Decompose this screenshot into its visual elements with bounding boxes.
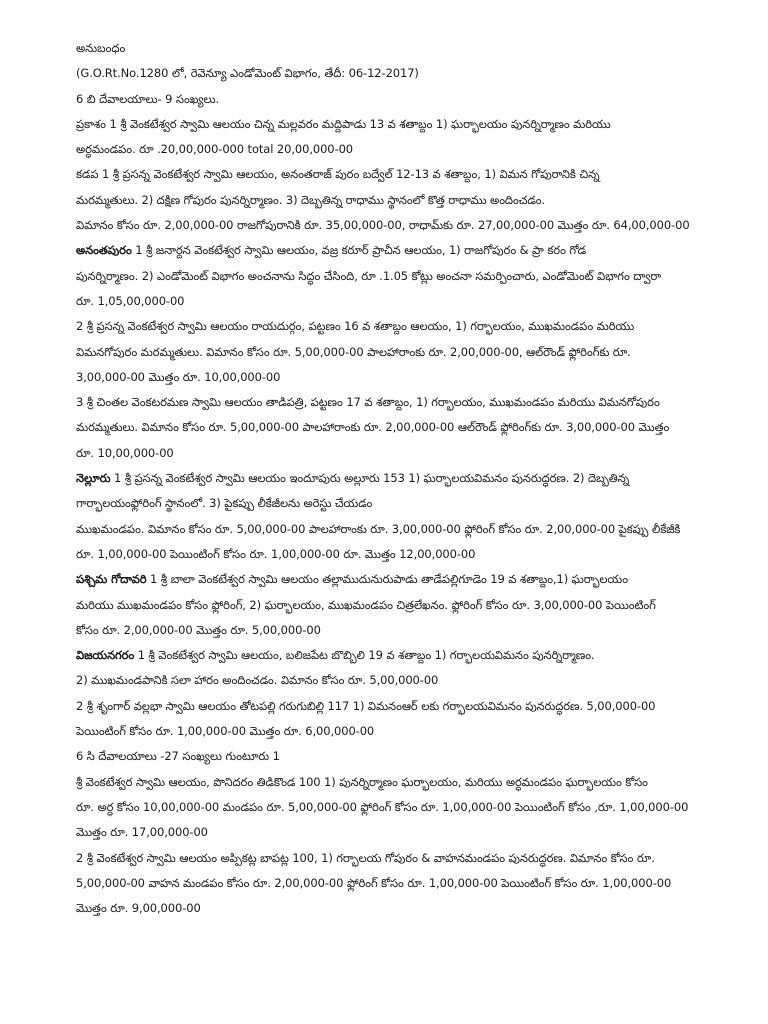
text-line xyxy=(76,491,696,516)
line-text: (G.O.Rt.No.1280 లో, రెవెన్యూ ఎండోమెంట్ విభాగం, తేదీ: 06-12-2017) xyxy=(76,66,419,81)
document-paragraph xyxy=(76,162,696,238)
document-page xyxy=(76,36,696,921)
document-paragraph xyxy=(76,314,696,390)
line-text: ముఖమండపం. విమానం కోసం రూ. 5,00,000-00 పాలహారాంకు రూ. 3,00,000-00 ఫ్లోరింగ్ కోసం రూ. 2,00,000-00 పైకప్పు లీకేజీకి xyxy=(76,521,681,536)
line-text: గార్భాలయంఫ్లోరింగ్ స్థానంలో. 3) పైకప్పు లీకేజీలను అరెస్టు చేయడం xyxy=(76,496,373,511)
district-heading: అనంతపురం xyxy=(76,243,132,258)
line-text: 1 శ్రీ ప్రసన్న వెంకటేశ్వర స్వామి ఆలయం ఇందూపురు అల్లూరు 153 1) ఘర్భాలయవిమనం పునరుద్ధరణ. 2) దెబ్బతిన్న xyxy=(110,471,630,486)
text-line xyxy=(76,871,696,896)
line-text: రూ. అర్ధ కోసం 10,00,000-00 మండపం రూ. 5,00,000-00 ఫ్లోరింగ్ కోసం రూ. 1,00,000-00 పెయింటింగ్ కోసం ,రూ. 1,00,000-00 xyxy=(76,799,689,814)
text-line xyxy=(76,238,696,263)
line-text: రూ. 1,05,00,000-00 xyxy=(76,293,185,308)
text-line xyxy=(76,744,696,769)
text-line xyxy=(76,61,696,86)
document-paragraph xyxy=(76,770,696,846)
text-line xyxy=(76,112,696,137)
line-text: రూ. 10,00,000-00 xyxy=(76,445,174,460)
line-text: 3,00,000-00 మొత్తం రూ. 10,00,000-00 xyxy=(76,369,281,384)
line-text: 3 శ్రీ చింతల వెంకటరమణ స్వామి ఆలయం తాడిపత్రి, పట్టణం 17 వ శతాబ్దం, 1) గర్భాలయం, ముఖమండపం మరియు విమనగోపురం xyxy=(76,395,660,410)
document-paragraph xyxy=(76,643,696,694)
text-line xyxy=(76,188,696,213)
line-text: 1 శ్రీ వెంకటేశ్వర స్వామి ఆలయం, బలిజపేట బొబ్బిలి 19 వ శతాబ్దం 1) గర్భాలయవిమనం పునర్నిర్మాణం. xyxy=(134,648,595,663)
document-paragraph xyxy=(76,466,696,517)
text-line xyxy=(76,593,696,618)
text-line xyxy=(76,87,696,112)
text-line xyxy=(76,365,696,390)
line-text: మరమ్మతులు. విమానం కోసం రూ. 5,00,000-00 పాలహారాంకు రూ. 2,00,000-00 ఆల్‌రౌండ్ ఫ్లోరింగ్‌కు రూ. 3,00,000-00 మొత్తం xyxy=(76,420,670,435)
document-paragraph xyxy=(76,112,696,163)
text-line xyxy=(76,36,696,61)
text-line xyxy=(76,415,696,440)
document-paragraph xyxy=(76,744,696,769)
document-paragraph xyxy=(76,390,696,466)
line-text: శ్రీ వెంకటేశ్వర స్వామి ఆలయం, పొనిదరం తిడికొండ 100 1) పునర్నిర్మాణం ఘర్భాలయం, మరియు అర్ధమండపం ఘర్భాలయం కోసం xyxy=(76,774,648,789)
text-line xyxy=(76,314,696,339)
district-heading: విజయనగరం xyxy=(76,648,135,663)
district-heading: పశ్చిమ గోదావరి xyxy=(76,572,147,587)
text-line xyxy=(76,820,696,845)
line-text: 6 బి దేవాలయాలు- 9 సంఖ్యలు. xyxy=(76,91,220,106)
text-line xyxy=(76,694,696,719)
document-paragraph xyxy=(76,694,696,745)
district-heading: నెల్లూరు xyxy=(76,471,111,486)
document-paragraph xyxy=(76,846,696,922)
text-line xyxy=(76,896,696,921)
text-line xyxy=(76,162,696,187)
text-line xyxy=(76,390,696,415)
line-text: మొత్తం రూ. 17,00,000-00 xyxy=(76,825,208,840)
line-text: మరియు ముఖమండపం కోసం ఫ్లోరింగ్, 2) ఘర్భాలయం, ముఖమండపం చిత్రలేఖనం. ఫ్లోరింగ్ కోసం రూ. 3,00,000-00 పెయింటింగ్ xyxy=(76,597,656,612)
line-text: 2 శ్రీ వెంకటేశ్వర స్వామి ఆలయం అప్పికట్ల బాపట్ల 100, 1) గర్భాలయ గోపురం & వాహనమండపం పునరుద్ధరణ. విమానం కోసం రూ. xyxy=(76,850,655,865)
line-text: మరమ్మతులు. 2) దక్షిణ గోపురం పునర్నిర్మాణం. 3) దెబ్బతిన్న రాధాము స్థానంలో కొత్త రాధాము అందించడం. xyxy=(76,192,546,207)
line-text: 2 శ్రీ శృంగార్ వల్లభా స్వామి ఆలయం తోటపల్లి గరుగుబిల్లి 117 1) విమనంఆర్ లకు గర్భాలయవిమనం పునరుద్ధరణ. 5,00,000-00 xyxy=(76,698,656,713)
text-line xyxy=(76,466,696,491)
document-paragraph xyxy=(76,517,696,568)
text-line xyxy=(76,542,696,567)
text-line xyxy=(76,264,696,289)
line-text: పునర్నిర్మాణం. 2) ఎండోమెంట్ విభాగం అంచనాను సిద్ధం చేసింది, రూ .1.05 కోట్లు అంచనా సమర్పించారు, ఎండోమెంట్ విభాగం ద్వారా xyxy=(76,268,662,283)
document-paragraph xyxy=(76,36,696,112)
line-text: 1 శ్రీ జనార్దన వెంకటేశ్వర స్వామి ఆలయం, వజ్ర కరూర్ ప్రాచీన ఆలయం, 1) రాజగోపురం & ప్రా కరం గోడ xyxy=(131,243,587,258)
text-line xyxy=(76,846,696,871)
line-text: అర్ధమండపం. రూ .20,00,000-000 total 20,00,000-00 xyxy=(76,142,354,157)
document-paragraph xyxy=(76,238,696,314)
line-text: పెయింటింగ్ కోసం రూ. 1,00,000-00 మొత్తం రూ. 6,00,000-00 xyxy=(76,724,375,739)
text-line xyxy=(76,289,696,314)
line-text: మొత్తం రూ. 9,00,000-00 xyxy=(76,901,201,916)
line-text: ప్రకాశం 1 శ్రీ వెంకటేశ్వర స్వామి ఆలయం చిన్న మల్లవరం మద్దిపాడు 13 వ శతాబ్దం 1) ఘర్భాలయం పునర్నిర్మాణం మరియు xyxy=(76,116,611,131)
text-line xyxy=(76,517,696,542)
line-text: 6 సి దేవాలయాలు -27 సంఖ్యలు గుంటూరు 1 xyxy=(76,749,280,764)
text-line xyxy=(76,795,696,820)
line-text: రూ. 1,00,000-00 పెయింటింగ్ కోసం రూ. 1,00,000-00 రూ. మొత్తం 12,00,000-00 xyxy=(76,546,476,561)
line-text: 5,00,000-00 వాహన మండపం కోసం రూ. 2,00,000-00 ఫ్లోరింగ్ కోసం రూ. 1,00,000-00 పెయింటింగ్ కోసం రూ. 1,00,000-00 xyxy=(76,875,672,890)
document-paragraph xyxy=(76,567,696,643)
text-line xyxy=(76,213,696,238)
text-line xyxy=(76,137,696,162)
text-line xyxy=(76,441,696,466)
line-text: అనుబంధం xyxy=(76,41,126,55)
text-line xyxy=(76,719,696,744)
line-text: కోసం రూ. 2,00,000-00 మొత్తం రూ. 5,00,000-00 xyxy=(76,622,321,637)
text-line xyxy=(76,618,696,643)
line-text: 1 శ్రీ బాలా వెంకటేశ్వర స్వామి ఆలయం తల్లాముదునురుపాడు తాడేపల్లిగూడెం 19 వ శతాబ్దం,1) ఘర్భాలయం xyxy=(146,572,628,587)
line-text: కడప 1 శ్రీ ప్రసన్న వెంకటేశ్వర స్వామి ఆలయం, అనంతరాజ్ పురం బద్వేల్ 12-13 వ శతాబ్దం, 1) విమన గోపురానికి చిన్న xyxy=(76,167,600,182)
line-text: 2 శ్రీ ప్రసన్న వెంకటేశ్వర స్వామి ఆలయం రాయదుర్గం, పట్టణం 16 వ శతాబ్దం ఆలయం, 1) గర్భాలయం, ముఖమండపం మరియు xyxy=(76,319,635,334)
line-text: 2) ముఖమండపానికి సలా హారం అందించడం. విమానం కోసం రూ. 5,00,000-00 xyxy=(76,673,439,688)
text-line xyxy=(76,643,696,668)
text-line xyxy=(76,567,696,592)
text-line xyxy=(76,668,696,693)
line-text: విమానం కోసం రూ. 2,00,000-00 రాజగోపురానికి రూ. 35,00,000-00, రాధామ్‌కు రూ. 27,00,000-00 మొత్తం రూ. 64,00,000-00 xyxy=(76,218,690,233)
text-line xyxy=(76,770,696,795)
text-line xyxy=(76,340,696,365)
line-text: విమనగోపురం మరమ్మతులు. విమానం కోసం రూ. 5,00,000-00 పాలహారాంకు రూ. 2,00,000-00, ఆల్‌రౌండ్ ఫ్లోరింగ్‌కు రూ. xyxy=(76,344,631,359)
